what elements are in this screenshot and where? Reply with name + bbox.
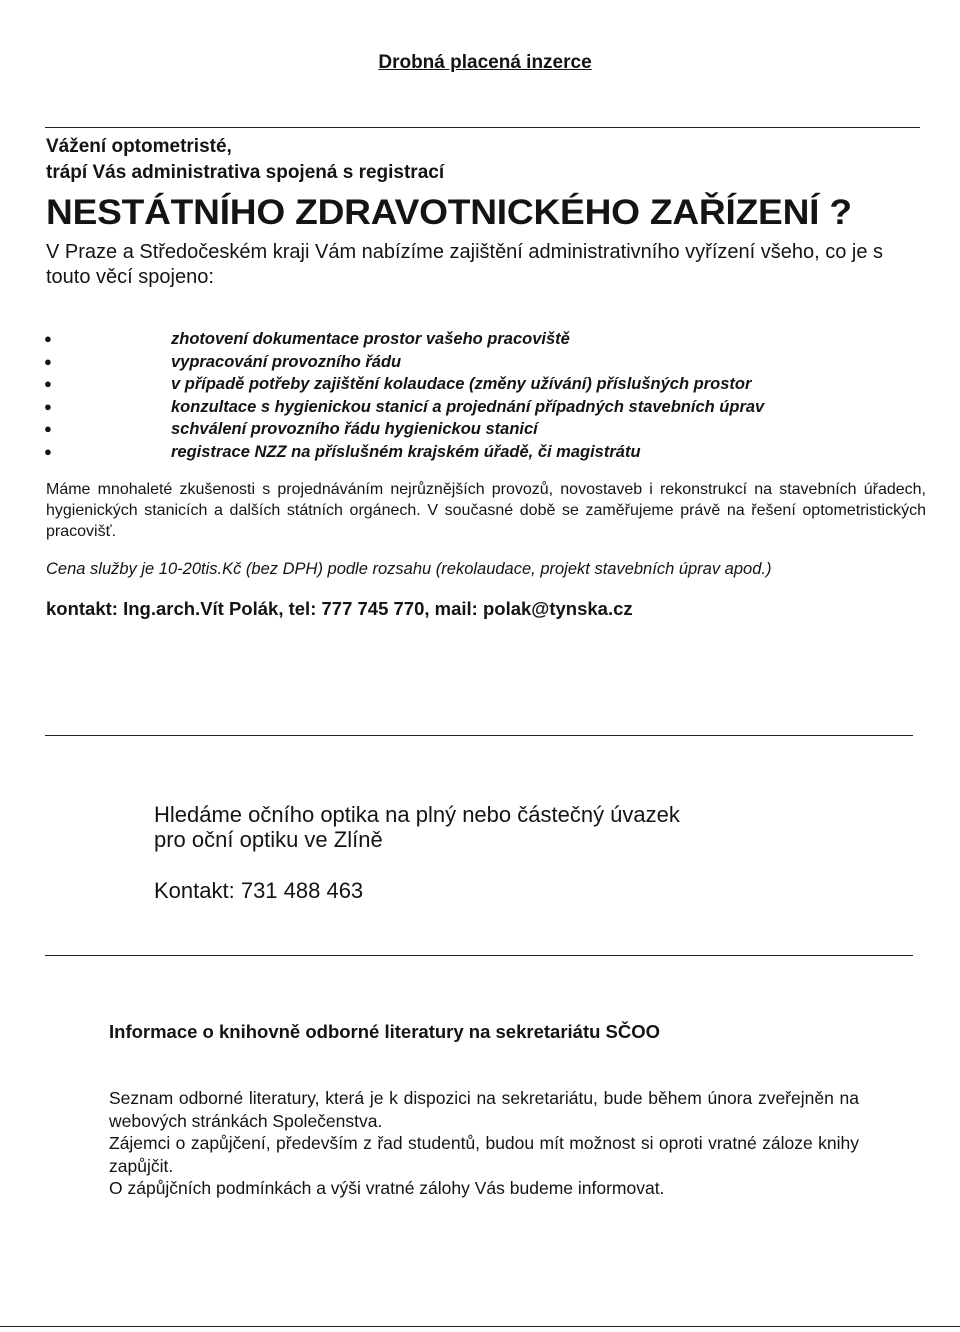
info-paragraph-1: Seznam odborné literatury, která je k dispozici na sekretariátu, bude během února zveřejněn na webových stránkách Společenstva. — [109, 1088, 859, 1131]
bullet-icon: ● — [44, 331, 52, 346]
bullet-icon: ● — [44, 353, 52, 369]
job-line-2: pro oční optiku ve Zlíně — [154, 827, 383, 852]
info-paragraph-3: O zápůjčních podmínkách a výši vratné zálohy Vás budeme informovat. — [109, 1178, 665, 1198]
price-note: Cena služby je 10-20tis.Kč (bez DPH) podle rozsahu (rekolaudace, projekt stavebních úprav apod.) — [46, 560, 772, 578]
info-paragraph-2: Zájemci o zapůjčení, především z řad studentů, budou mít možnost si oproti vratné záloze knihy zapůjčit. — [109, 1133, 859, 1176]
list-item — [44, 396, 765, 419]
page-title: Drobná placená inzerce — [378, 52, 592, 73]
headline: NESTÁTNÍHO ZDRAVOTNICKÉHO ZAŘÍZENÍ ? — [46, 193, 852, 232]
list-item — [44, 373, 764, 396]
experience-paragraph: Máme mnohaleté zkušenosti s projednáváním nejrůznějších provozů, novostaveb i rekonstrukcí na stavebních úřadech, hygienických stanicích a dalších státních orgánech. V současné době se zaměřujeme právě na řešení optometristických pracovišť. — [46, 481, 926, 540]
greeting-line-2: trápí Vás administrativa spojená s registrací — [46, 162, 445, 183]
list-item — [44, 351, 764, 374]
list-item-text: registrace NZZ na příslušném krajském úřadě, či magistrátu — [171, 442, 641, 461]
bullet-icon: ● — [44, 443, 52, 459]
list-item — [44, 418, 764, 441]
contact-line: kontakt: Ing.arch.Vít Polák, tel: 777 745 770, mail: polak@tynska.cz — [46, 598, 633, 619]
list-item-text: schválení provozního řádu hygienickou stanicí — [171, 420, 538, 438]
bullet-icon: ● — [44, 398, 52, 414]
intro-text: V Praze a Středočeském kraji Vám nabízíme zajištění administrativního vyřízení všeho, co je s touto věcí spojeno: — [46, 241, 884, 288]
services-list — [44, 328, 765, 463]
list-item-text: v případě potřeby zajištění kolaudace (změny užívání) příslušných prostor — [171, 375, 752, 393]
bullet-icon: ● — [44, 376, 52, 391]
list-item-text: konzultace s hygienickou stanicí a projednání případných stavebních úprav — [171, 397, 765, 416]
job-contact: Kontakt: 731 488 463 — [154, 878, 364, 903]
divider-bottom — [0, 1326, 960, 1327]
list-item — [44, 328, 764, 351]
info-title: Informace o knihovně odborné literatury na sekretariátu SČOO — [109, 1021, 661, 1042]
info-body — [109, 1087, 859, 1200]
divider-middle-1 — [45, 735, 913, 736]
list-item-text: zhotovení dokumentace prostor vašeho pracoviště — [171, 330, 570, 348]
divider-top — [45, 127, 920, 128]
greeting-line-1: Vážení optometristé, — [46, 136, 232, 157]
list-item — [44, 441, 764, 464]
divider-middle-2 — [45, 955, 913, 956]
job-line-1: Hledáme očního optika na plný nebo částečný úvazek — [154, 802, 680, 827]
list-item-text: vypracování provozního řádu — [171, 352, 402, 371]
bullet-icon: ● — [44, 421, 52, 436]
